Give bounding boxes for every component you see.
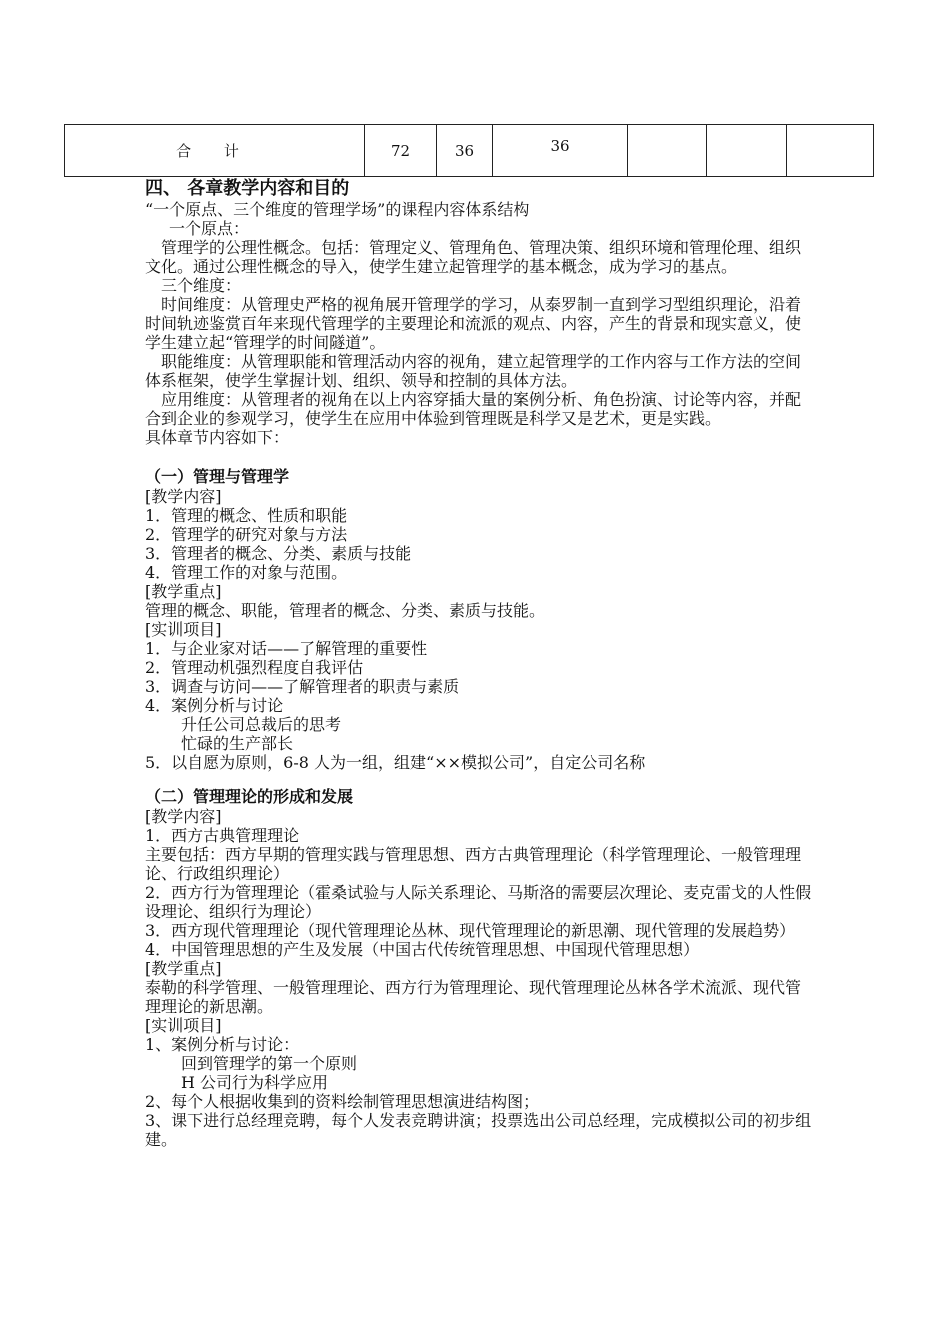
list-item: 2．管理动机强烈程度自我评估 [145,658,364,677]
case-item: 忙碌的生产部长 [181,734,294,753]
case-item: H 公司行为科学应用 [181,1073,329,1092]
list-item: 1、案例分析与讨论： [145,1035,300,1054]
focus-text: 泰勒的科学管理、一般管理理论、西方行为管理理论、现代管理理论丛林各学术流派、现代管理理论的新思潮。 [145,978,802,1016]
list-item: 4．中国管理思想的产生及发展（中国古代传统管理思想、中国现代管理思想） [145,940,700,959]
section-heading: 四、 各章教学内容和目的 [145,178,350,199]
list-item: 2．管理学的研究对象与方法 [145,525,348,544]
practice-label: [实训项目] [145,620,222,639]
list-item: 3．调查与访问——了解管理者的职责与素质 [145,677,460,696]
table-cell [628,125,707,177]
table-cell [787,125,874,177]
table-cell: 72 [365,125,437,177]
practice-label: [实训项目] [145,1016,222,1035]
intro-origin-label: 一个原点： [169,219,250,238]
table-row [65,125,874,177]
table-cell: 36 [493,125,628,177]
table-cell: 36 [437,125,493,177]
list-item: 4．案例分析与讨论 [145,696,284,715]
intro-paragraph: 具体章节内容如下： [145,428,290,447]
table-cell [707,125,787,177]
list-item: 主要包括：西方早期的管理实践与管理思想、西方古典管理理论（科学管理理论、一般管理理论、行政组织理论） [145,845,802,883]
list-item: 4．管理工作的对象与范围。 [145,563,348,582]
focus-text: 管理的概念、职能，管理者的概念、分类、素质与技能。 [145,601,546,620]
intro-paragraph: 职能维度：从管理职能和管理活动内容的视角，建立起管理学的工作内容与工作方法的空间体系框架，使学生掌握计划、组织、领导和控制的具体方法。 [145,352,802,390]
intro-title: “一个原点、三个维度的管理学场”的课程内容体系结构 [145,200,530,219]
focus-label: [教学重点] [145,959,222,978]
intro-paragraph: 管理学的公理性概念。包括：管理定义、管理角色、管理决策、组织环境和管理伦理、组织文化。通过公理性概念的导入，使学生建立起管理学的基本概念，成为学习的基点。 [145,238,802,276]
list-item: 2、每个人根据收集到的资料绘制管理思想演进结构图； [145,1092,540,1111]
hours-table [64,124,874,177]
list-item: 3、课下进行总经理竞聘，每个人发表竞聘讲演；投票选出公司总经理，完成模拟公司的初步组建。 [145,1111,812,1149]
list-item: 1．西方古典管理理论 [145,826,300,845]
list-item: 3．西方现代管理理论（现代管理理论丛林、现代管理理论的新思潮、现代管理的发展趋势） [145,921,796,940]
chapter-title: （一）管理与管理学 [145,467,290,486]
list-item: 2．西方行为管理理论（霍桑试验与人际关系理论、马斯洛的需要层次理论、麦克雷戈的人性假设理论、组织行为理论） [145,883,812,921]
intro-paragraph: 时间维度：从管理史严格的视角展开管理学的学习，从泰罗制一直到学习型组织理论，沿着时间轨迹鉴赏百年来现代管理学的主要理论和流派的观点、内容，产生的背景和现实意义，使学生建立起“管理学的时间隧道”。 [145,295,802,352]
list-item: 1．管理的概念、性质和职能 [145,506,348,525]
case-item: 升任公司总裁后的思考 [181,715,342,734]
case-item: 回到管理学的第一个原则 [181,1054,358,1073]
document-body [145,178,813,1149]
list-item: 1．与企业家对话——了解管理的重要性 [145,639,428,658]
focus-label: [教学重点] [145,582,222,601]
content-label: [教学内容] [145,807,222,826]
intro-paragraph: 应用维度：从管理者的视角在以上内容穿插大量的案例分析、角色扮演、讨论等内容，并配合到企业的参观学习，使学生在应用中体验到管理既是科学又是艺术，更是实践。 [145,390,802,428]
intro-dimensions-label: 三个维度： [161,276,242,295]
list-item: 3．管理者的概念、分类、素质与技能 [145,544,412,563]
chapter-title: （二）管理理论的形成和发展 [145,787,354,806]
total-label-cell: 合 计 [65,125,365,177]
list-item: 5．以自愿为原则，6-8 人为一组，组建“××模拟公司”，自定公司名称 [145,753,646,772]
content-label: [教学内容] [145,487,222,506]
